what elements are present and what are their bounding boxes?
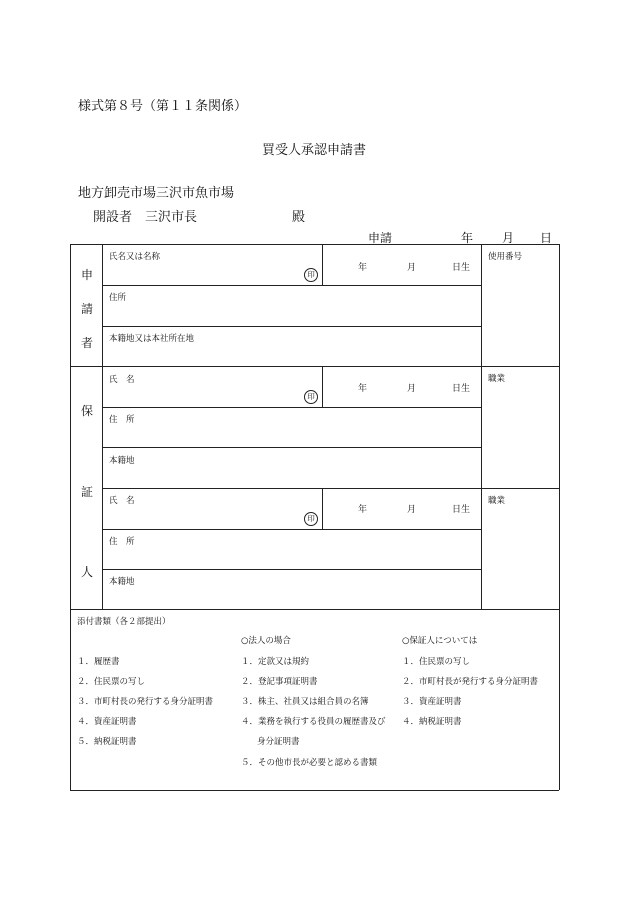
- applicant-address-field[interactable]: [110, 303, 478, 323]
- addressee: 開設者 三沢市長: [93, 210, 198, 225]
- applicant-birth-year[interactable]: 年: [358, 263, 368, 273]
- guarantor2-birth-year[interactable]: 年: [358, 505, 368, 515]
- list-item: ２．住民票の写し: [77, 677, 146, 687]
- list-item: ５．その他市長が必要と認める書類: [241, 758, 378, 768]
- applicant-name-field[interactable]: [110, 262, 300, 282]
- guarantor-side-char-1: 保: [81, 404, 94, 418]
- applicant-domicile-label: 本籍地又は本社所在地: [109, 334, 195, 344]
- guarantor2-seal-icon: 印: [304, 512, 318, 526]
- list-item: ４．業務を執行する役員の履歴書及び: [241, 717, 386, 727]
- guarantor2-name-label: 氏 名: [109, 496, 135, 506]
- guarantor-docs-heading: ○保証人については: [402, 636, 478, 646]
- corp-heading: ○法人の場合: [241, 636, 291, 646]
- use-number-label: 使用番号: [488, 252, 523, 262]
- guarantor2-address-field[interactable]: [110, 547, 478, 567]
- guarantor1-domicile-field[interactable]: [110, 466, 478, 486]
- list-item: ３．株主、社員又は組合員の名簿: [241, 697, 369, 707]
- list-item: ３．資産証明書: [402, 697, 462, 707]
- applicant-domicile-field[interactable]: [110, 344, 478, 364]
- guarantor1-name-label: 氏 名: [109, 375, 135, 385]
- list-item: 身分証明書: [257, 737, 300, 747]
- guarantor2-domicile-label: 本籍地: [109, 577, 135, 587]
- list-item: １．定款又は規約: [241, 657, 310, 667]
- applicant-address-label: 住所: [109, 293, 127, 303]
- market-name: 地方卸売市場三沢市魚市場: [78, 186, 235, 201]
- guarantor1-occupation-field[interactable]: [484, 384, 556, 484]
- list-item: １．住民票の写し: [402, 657, 471, 667]
- applicant-birth-day[interactable]: 日生: [452, 263, 471, 273]
- guarantor2-domicile-field[interactable]: [110, 587, 478, 607]
- guarantor1-address-field[interactable]: [110, 425, 478, 445]
- date-year-field[interactable]: 年: [461, 231, 474, 245]
- guarantor1-seal-icon: 印: [304, 390, 318, 404]
- guarantor2-address-label: 住 所: [109, 537, 135, 547]
- guarantor2-occupation-label: 職業: [488, 496, 506, 506]
- applicant-seal-icon: 印: [304, 268, 318, 282]
- guarantor1-domicile-label: 本籍地: [109, 456, 135, 466]
- list-item: ２．市町村長が発行する身分証明書: [402, 677, 539, 687]
- list-item: ４．資産証明書: [77, 717, 137, 727]
- guarantor1-birth-year[interactable]: 年: [358, 384, 368, 394]
- date-month-field[interactable]: 月: [502, 231, 515, 245]
- guarantor1-birth-day[interactable]: 日生: [452, 384, 471, 394]
- guarantor-side-char-2: 証: [81, 485, 94, 499]
- list-item: ４．納税証明書: [402, 717, 462, 727]
- list-item: ２．登記事項証明書: [241, 677, 318, 687]
- applicant-side-char-1: 申: [81, 268, 94, 282]
- applicant-name-label: 氏名又は名称: [109, 252, 161, 262]
- guarantor2-name-field[interactable]: [110, 506, 300, 526]
- applicant-side-char-2: 請: [81, 302, 94, 316]
- list-item: １．履歴書: [77, 657, 120, 667]
- honorific: 殿: [292, 210, 306, 225]
- guarantor1-name-field[interactable]: [110, 384, 300, 404]
- guarantor1-birth-month[interactable]: 月: [407, 384, 417, 394]
- guarantor2-birth-month[interactable]: 月: [407, 505, 417, 515]
- list-item: ３．市町村長の発行する身分証明書: [77, 697, 214, 707]
- list-item: ５．納税証明書: [77, 737, 137, 747]
- guarantor1-occupation-label: 職業: [488, 374, 506, 384]
- guarantor2-occupation-field[interactable]: [484, 506, 556, 606]
- page-title: 買受人承認申請書: [262, 143, 367, 158]
- date-label: 申請: [368, 231, 393, 245]
- attachments-heading: 添付書類（各２部提出）: [77, 617, 171, 627]
- form-number: 様式第８号（第１１条関係）: [78, 99, 248, 114]
- guarantor2-birth-day[interactable]: 日生: [452, 505, 471, 515]
- guarantor-side-char-3: 人: [81, 565, 94, 579]
- applicant-birth-month[interactable]: 月: [407, 263, 417, 273]
- guarantor1-address-label: 住 所: [109, 415, 135, 425]
- use-number-field[interactable]: [484, 262, 556, 362]
- date-day-field[interactable]: 日: [540, 231, 553, 245]
- applicant-side-char-3: 者: [81, 336, 94, 350]
